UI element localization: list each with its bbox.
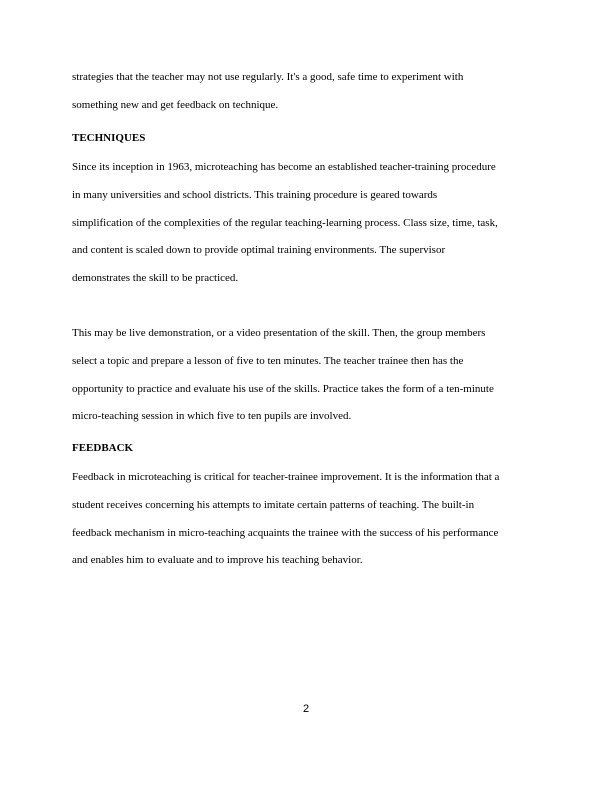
paragraph-line: Since its inception in 1963, microteaching has become an established teacher-training procedure xyxy=(72,161,496,173)
paragraph-line: strategies that the teacher may not use regularly. It's a good, safe time to experiment with xyxy=(72,71,464,83)
paragraph-line: in many universities and school districts. This training procedure is geared towards xyxy=(72,188,438,201)
paragraph-line: feedback mechanism in micro-teaching acquaints the trainee with the success of his performance xyxy=(72,526,499,539)
paragraph-line: something new and get feedback on technique. xyxy=(72,98,279,111)
paragraph-line: This may be live demonstration, or a video presentation of the skill. Then, the group members xyxy=(72,327,486,339)
page-number: 2 xyxy=(302,703,310,715)
paragraph-line: simplification of the complexities of the regular teaching-learning process. Class size, time, task, xyxy=(72,216,498,229)
intro-paragraph xyxy=(72,64,542,120)
paragraph-line: and content is scaled down to provide optimal training environments. The supervisor xyxy=(72,244,446,257)
paragraph-line: student receives concerning his attempts to imitate certain patterns of teaching. The built-in xyxy=(72,498,475,511)
techniques-paragraph-2 xyxy=(72,320,542,431)
techniques-paragraph-1 xyxy=(72,154,542,293)
feedback-heading: FEEDBACK xyxy=(72,442,134,454)
feedback-paragraph xyxy=(72,464,542,575)
paragraph-line: demonstrates the skill to be practiced. xyxy=(72,272,239,285)
paragraph-line: opportunity to practice and evaluate his use of the skills. Practice takes the form of a ten-minute xyxy=(72,382,494,395)
paragraph-line: and enables him to evaluate and to improve his teaching behavior. xyxy=(72,554,363,567)
paragraph-line: Feedback in microteaching is critical for teacher-trainee improvement. It is the information that a xyxy=(72,471,500,483)
techniques-heading: TECHNIQUES xyxy=(72,132,146,144)
paragraph-line: micro-teaching session in which five to ten pupils are involved. xyxy=(72,410,352,423)
paragraph-line: select a topic and prepare a lesson of five to ten minutes. The teacher trainee then has the xyxy=(72,354,464,367)
